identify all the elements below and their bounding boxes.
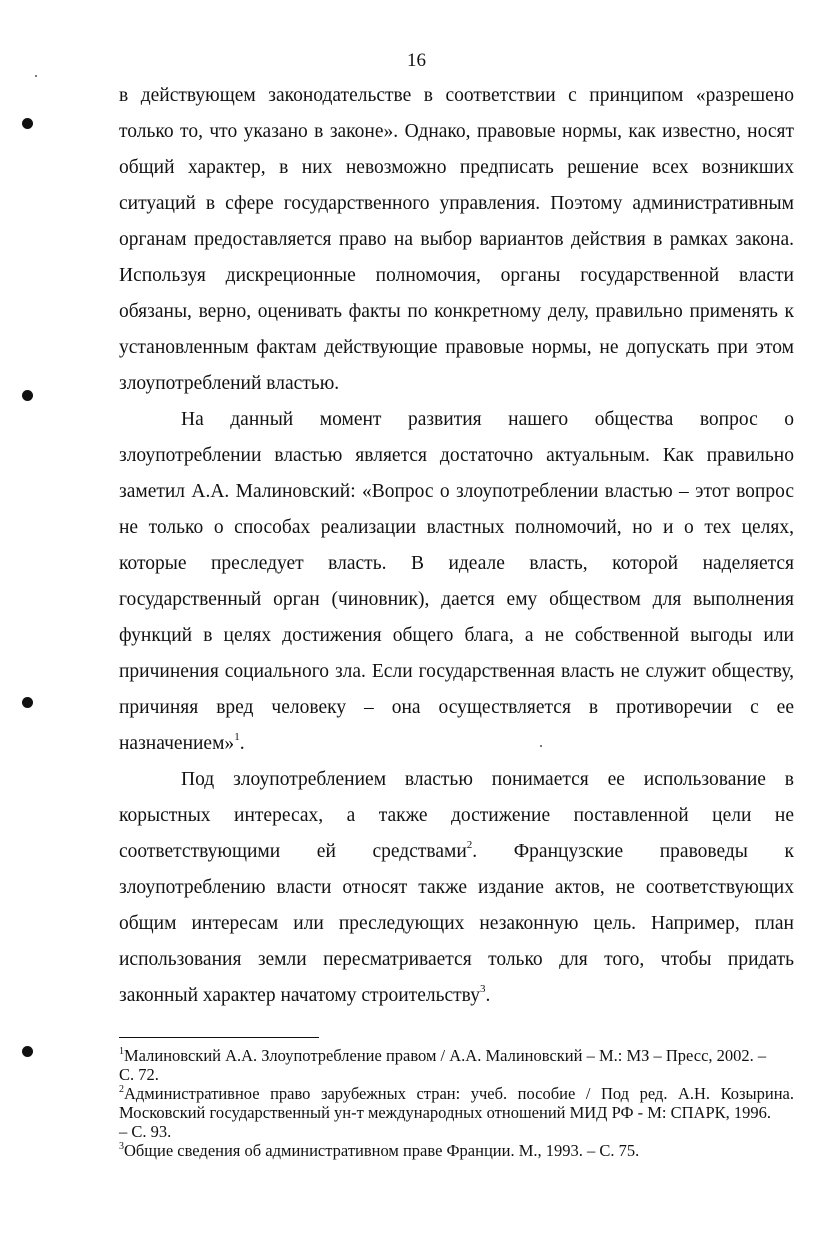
- body-line: ситуаций в сфере государственного управления. Поэтому административным: [119, 193, 794, 214]
- body-line: причиняя вред человеку – она осуществляется в противоречии с ее: [119, 697, 794, 718]
- body-line: Под злоупотреблением властью понимается ее использование в: [181, 769, 794, 790]
- footnote-ref-3: 3: [479, 982, 486, 995]
- body-line-text: законный характер начатому строительству: [119, 985, 480, 1006]
- footnote-text: Административное право зарубежных стран: учеб. пособие / Под ред. А.Н. Козырина.: [124, 1084, 794, 1103]
- footnote-2-cont: Московский государственный ун-т международных отношений МИД РФ - М: СПАРК, 1996.: [119, 1103, 772, 1122]
- body-line-text: назначением»: [119, 733, 235, 754]
- footnote-ref-1: 1: [234, 730, 240, 743]
- page-number: 16: [407, 50, 426, 71]
- footnote-3: [119, 1141, 794, 1160]
- body-line-text: соответствующими ей средствами: [119, 841, 467, 862]
- body-line: которые преследует власть. В идеале власть, которой наделяется: [119, 553, 794, 574]
- body-line: общим интересам или преследующих незаконную цель. Например, план: [119, 913, 794, 934]
- footnote-marker: 2: [119, 1083, 124, 1095]
- footnote-marker: 1: [119, 1045, 124, 1057]
- body-line: заметил А.А. Малиновский: «Вопрос о злоупотреблении властью – этот вопрос: [119, 481, 794, 502]
- body-line-punct: .: [239, 733, 245, 754]
- body-line: корыстных интересах, а также достижение поставленной цели не: [119, 805, 794, 826]
- body-text: [119, 78, 794, 1014]
- body-line: причинения социального зла. Если государственная власть не служит обществу,: [119, 661, 794, 682]
- body-line: использования земли пересматривается только для того, чтобы придать: [119, 949, 794, 970]
- footnote-1-cont: С. 72.: [119, 1065, 159, 1084]
- body-line: установленным фактам действующие правовые нормы, не допускать при этом: [119, 337, 794, 358]
- body-line: [119, 834, 794, 870]
- footnote-2-cont: – С. 93.: [119, 1122, 172, 1141]
- body-line: [119, 978, 794, 1014]
- margin-mark: [22, 1046, 33, 1057]
- footnote-text: Малиновский А.А. Злоупотребление правом / А.А. Малиновский – М.: МЗ – Пресс, 2002. –: [124, 1046, 767, 1065]
- body-line: злоупотреблений властью.: [119, 373, 340, 394]
- body-line: злоупотреблении властью является достаточно актуальным. Как правильно: [119, 445, 794, 466]
- body-line: злоупотреблению власти относят также издание актов, не соответствующих: [119, 877, 794, 898]
- body-line: не только о способах реализации властных полномочий, но и о тех целях,: [119, 517, 794, 538]
- footnote-text: Общие сведения об административном праве Франции. М., 1993. – С. 75.: [124, 1141, 640, 1160]
- footnotes: [119, 1046, 794, 1160]
- footnote-ref-2: 2: [466, 838, 473, 851]
- margin-mark: [22, 697, 33, 708]
- body-line-text: . Французские правоведы к: [472, 841, 794, 862]
- body-line: Используя дискреционные полномочия, органы государственной власти: [119, 265, 794, 286]
- footnote-separator: [119, 1037, 319, 1038]
- body-line: [119, 726, 794, 762]
- body-line: только то, что указано в законе». Однако, правовые нормы, как известно, носят: [119, 121, 794, 142]
- body-line: На данный момент развития нашего общества вопрос о: [181, 409, 794, 430]
- footnote-1: [119, 1046, 794, 1065]
- body-line: в действующем законодательстве в соответствии с принципом «разрешено: [119, 85, 794, 106]
- body-line: государственный орган (чиновник), дается ему обществом для выполнения: [119, 589, 794, 610]
- footnote-2: [119, 1084, 794, 1103]
- margin-mark: [22, 118, 33, 129]
- body-line: обязаны, верно, оценивать факты по конкретному делу, правильно применять к: [119, 301, 794, 322]
- body-line: органам предоставляется право на выбор вариантов действия в рамках закона.: [119, 229, 794, 250]
- footnote-marker: 3: [119, 1140, 124, 1152]
- scan-speck: [35, 75, 37, 77]
- body-line-punct: .: [485, 985, 491, 1006]
- body-line: общий характер, в них невозможно предписать решение всех возникших: [119, 157, 794, 178]
- margin-mark: [22, 390, 33, 401]
- body-line: функций в целях достижения общего блага, а не собственной выгоды или: [119, 625, 794, 646]
